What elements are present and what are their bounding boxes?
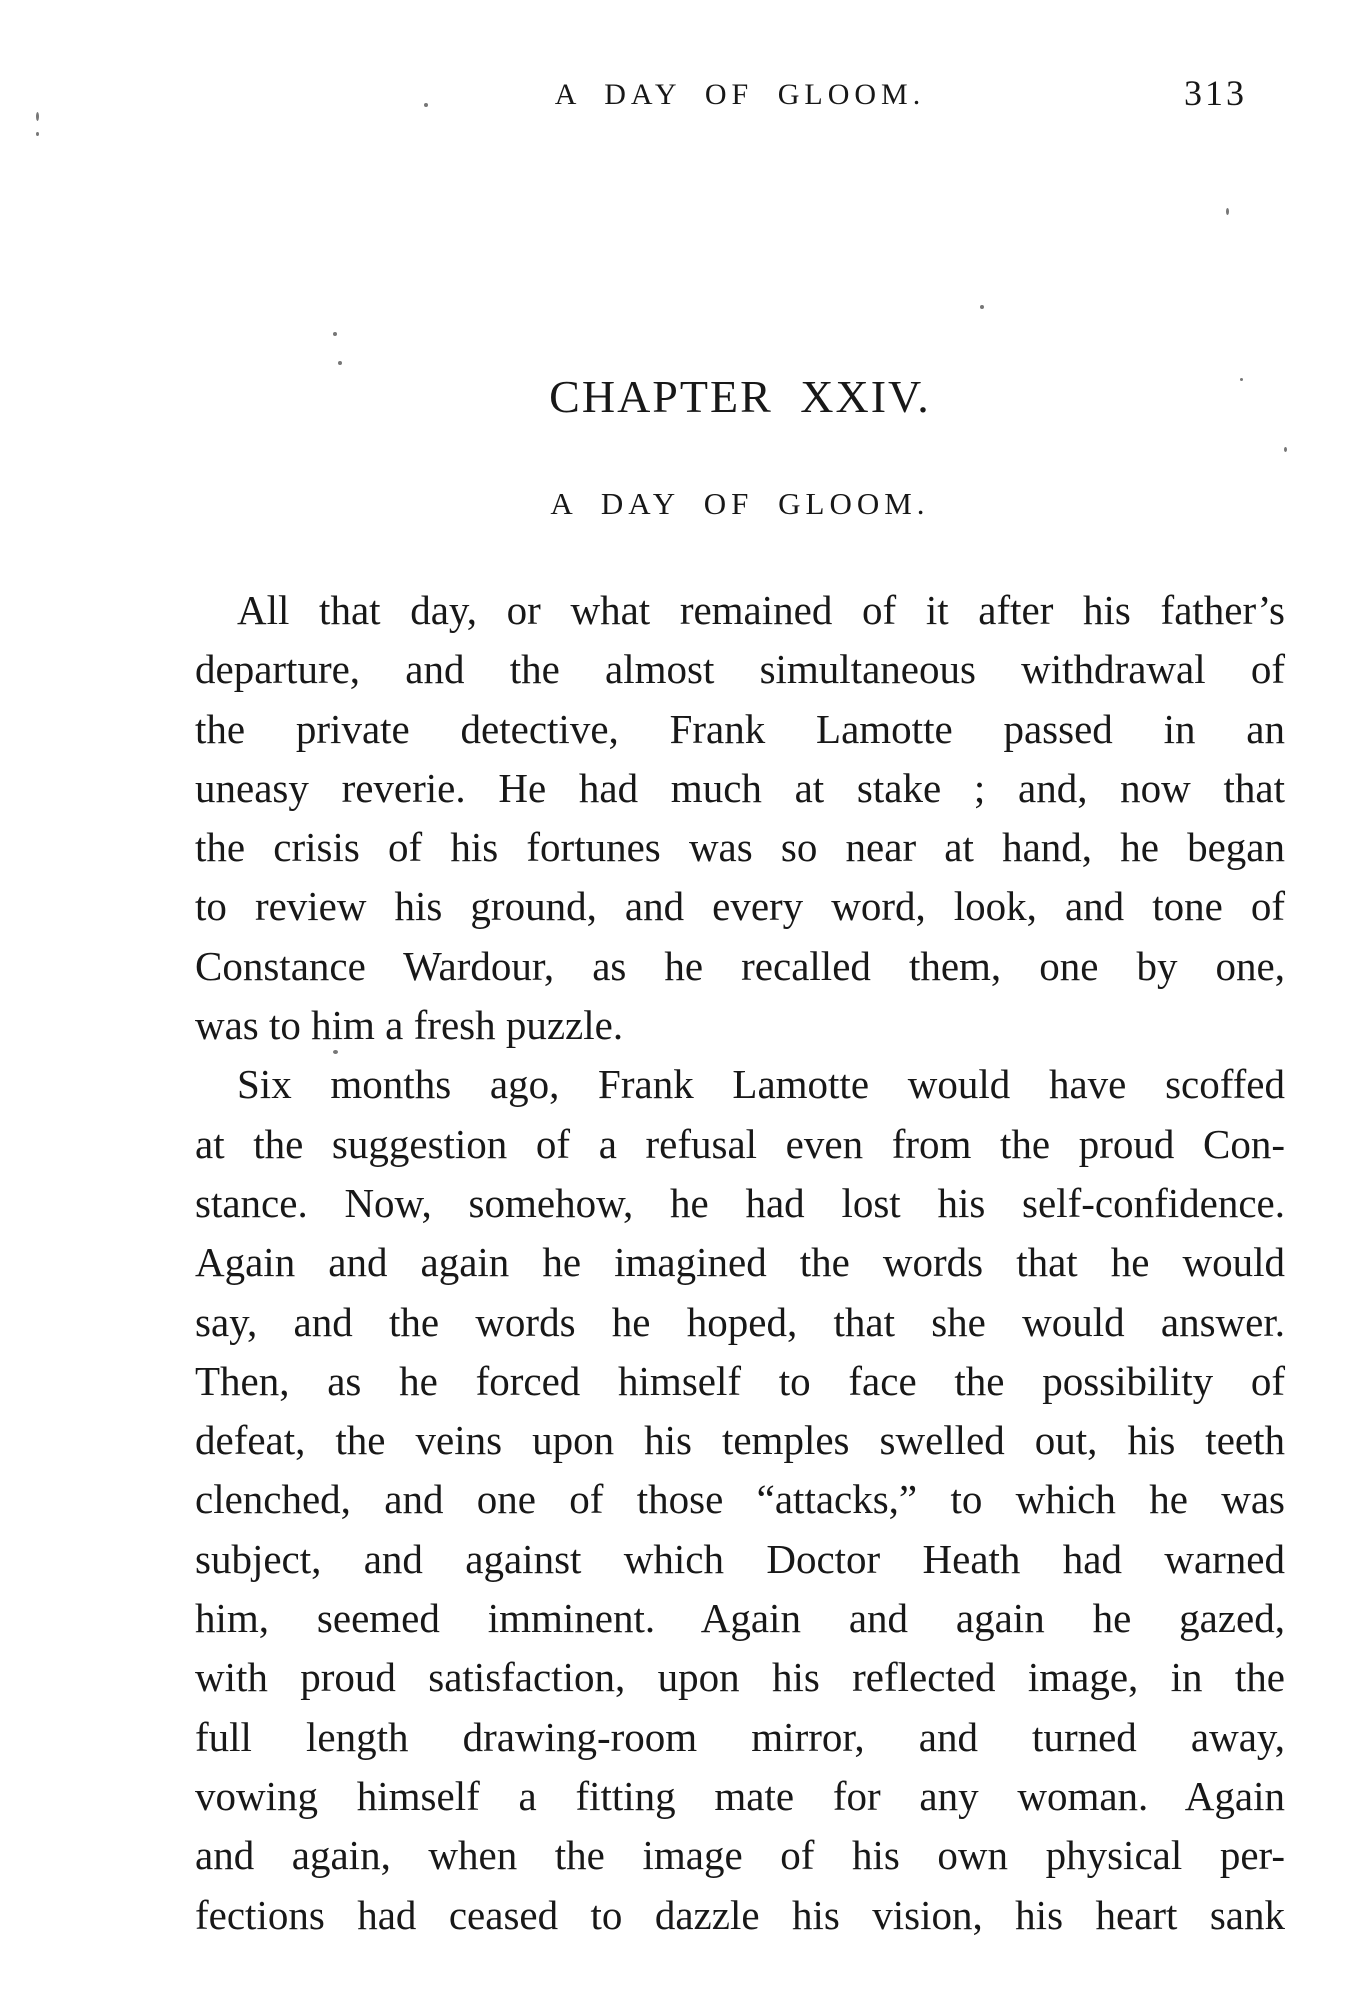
scan-speck: [338, 361, 342, 365]
body-text-line: full length drawing-room mirror, and turned away,: [195, 1713, 1285, 1760]
body-text-line: Six months ago, Frank Lamotte would have scoffed: [237, 1061, 1285, 1108]
scan-speck: [1240, 378, 1243, 381]
chapter-subtitle: A DAY OF GLOOM.: [550, 486, 930, 521]
body-text-line: uneasy reverie. He had much at stake ; and, now that: [195, 764, 1285, 811]
scan-speck: [980, 305, 984, 309]
running-title: A DAY OF GLOOM.: [554, 78, 926, 111]
body-text-line: subject, and against which Doctor Heath had warned: [195, 1535, 1285, 1582]
body-text-line: was to him a fresh puzzle.: [195, 1002, 624, 1049]
body-text-line: vowing himself a fitting mate for any woman. Again: [195, 1772, 1285, 1819]
body-text-line: departure, and the almost simultaneous withdrawal of: [195, 646, 1285, 693]
scan-speck: [333, 1050, 338, 1054]
scan-speck: [36, 112, 39, 121]
scan-speck: [424, 103, 428, 107]
body-text-line: the private detective, Frank Lamotte passed in an: [195, 705, 1285, 752]
body-text-line: Constance Wardour, as he recalled them, one by one,: [195, 942, 1285, 989]
body-text-line: clenched, and one of those “attacks,” to which he was: [195, 1476, 1285, 1523]
body-text-line: fections had ceased to dazzle his vision, his heart sank: [195, 1891, 1285, 1938]
body-text-line: him, seemed imminent. Again and again he gazed,: [195, 1595, 1285, 1642]
body-text: [195, 581, 1285, 1945]
body-text-line: Again and again he imagined the words that he would: [195, 1239, 1285, 1286]
chapter-heading: CHAPTER XXIV.: [549, 371, 931, 422]
body-text-line: to review his ground, and every word, look, and tone of: [195, 883, 1285, 930]
scan-speck: [36, 132, 39, 136]
body-text-line: All that day, or what remained of it after his father’s: [237, 587, 1285, 633]
body-text-line: the crisis of his fortunes was so near at hand, he began: [195, 824, 1285, 871]
scan-speck: [333, 332, 337, 336]
running-head: [195, 73, 1285, 128]
body-text-line: and again, when the image of his own physical per-: [195, 1832, 1285, 1879]
body-text-line: at the suggestion of a refusal even from the proud Con-: [195, 1120, 1285, 1167]
body-text-line: defeat, the veins upon his temples swelled out, his teeth: [195, 1417, 1285, 1464]
scan-speck: [1226, 208, 1229, 215]
body-text-line: Then, as he forced himself to face the possibility of: [195, 1357, 1285, 1404]
scan-speck: [1284, 447, 1287, 452]
body-text-line: say, and the words he hoped, that she would answer.: [195, 1298, 1285, 1345]
page-number: 313: [1184, 73, 1247, 113]
body-text-line: with proud satisfaction, upon his reflected image, in the: [195, 1654, 1285, 1701]
body-text-line: stance. Now, somehow, he had lost his self-confidence.: [195, 1179, 1285, 1226]
